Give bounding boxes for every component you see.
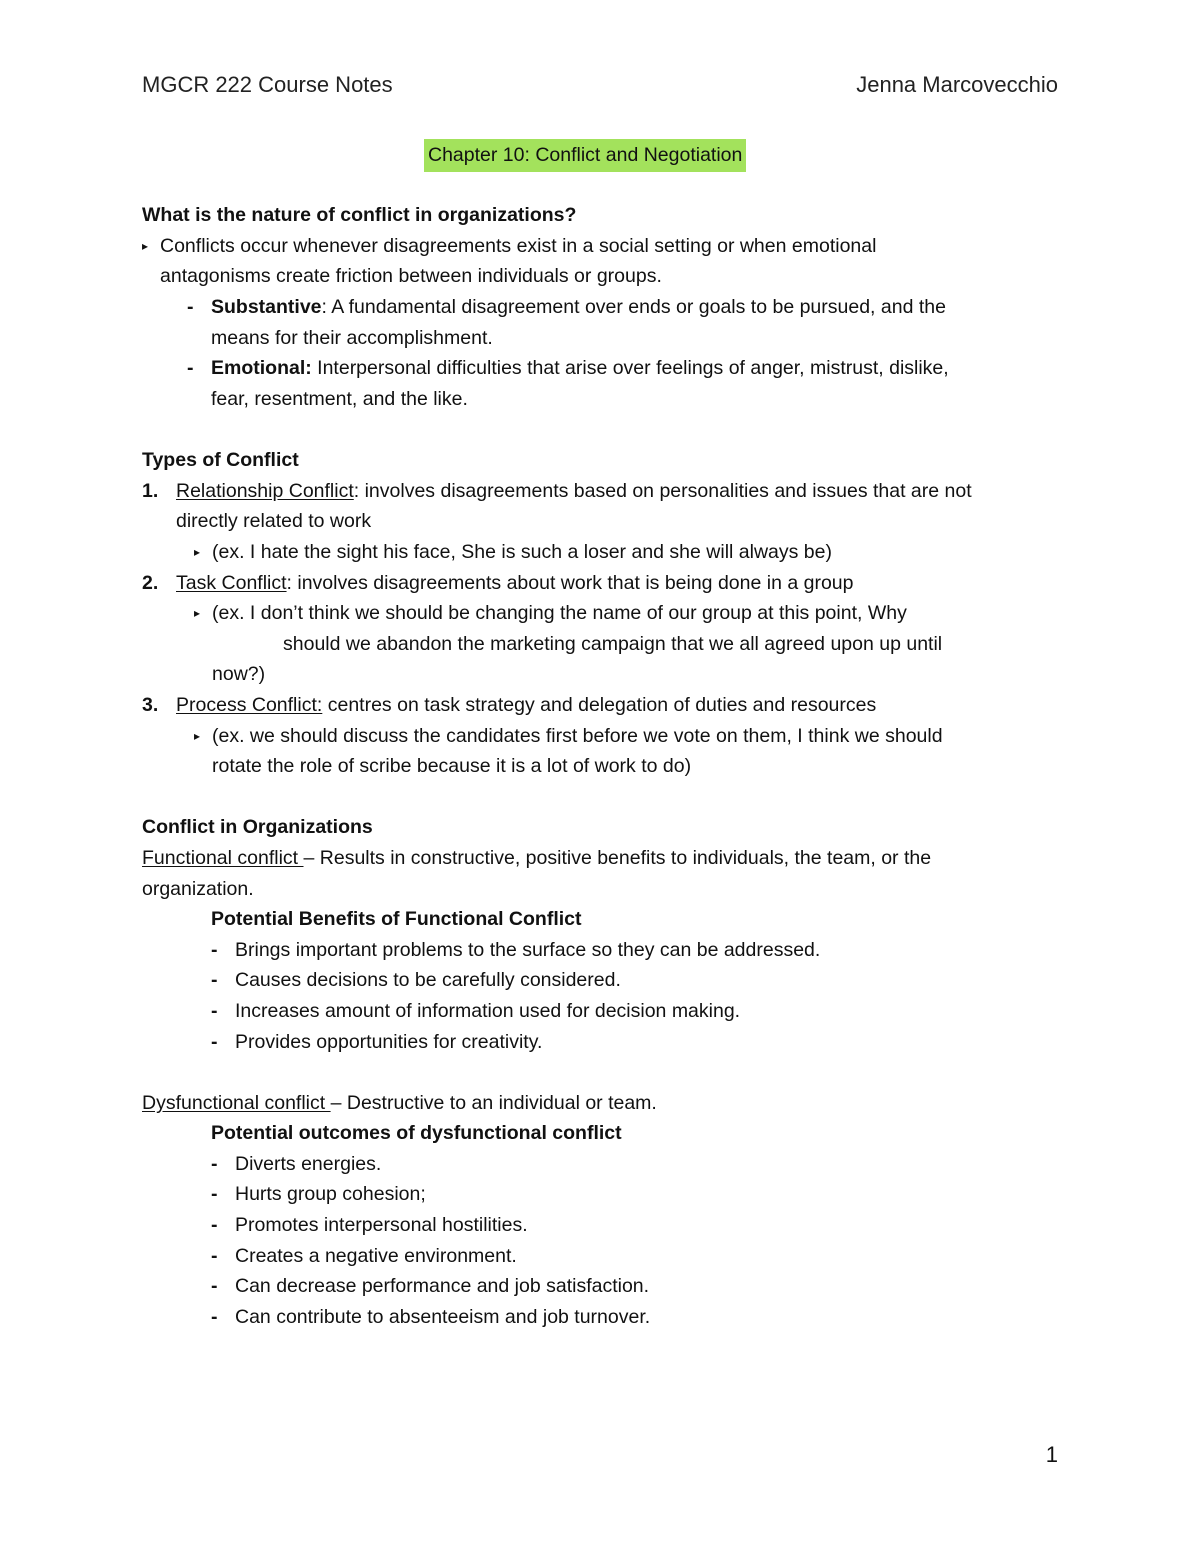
list-item: - Increases amount of information used for decision making. (211, 996, 740, 1027)
list-item: - Promotes interpersonal hostilities. (211, 1210, 528, 1241)
substantive-desc-2: means for their accomplishment. (211, 327, 493, 349)
type-example-text-2: rotate the role of scribe because it is a lot of work to do) (212, 755, 692, 777)
list-number: 2. (142, 572, 159, 594)
list-item: - Brings important problems to the surface so they can be addressed. (211, 935, 820, 966)
dysfunctional-desc: – Destructive to an individual or team. (330, 1092, 657, 1114)
list-item: - Diverts energies. (211, 1149, 381, 1180)
type-desc-1: : involves disagreements about work that is being done in a group (286, 572, 854, 594)
dash-icon: - (211, 1000, 218, 1022)
chapter-title: Chapter 10: Conflict and Negotiation (424, 139, 746, 172)
org-heading: Conflict in Organizations (142, 816, 373, 838)
header-author: Jenna Marcovecchio (856, 72, 1058, 97)
emotional-desc-1: Interpersonal difficulties that arise over feelings of anger, mistrust, dislike, (311, 357, 949, 379)
list-item: - Causes decisions to be carefully considered. (211, 965, 621, 996)
type-term: Relationship Conflict (176, 480, 354, 502)
list-number: 1. (142, 480, 159, 502)
list-number: 3. (142, 694, 159, 716)
type-example (194, 598, 907, 629)
page-number: 1 (1045, 1442, 1058, 1467)
dysfunctional-line (142, 1088, 657, 1119)
type-term: Process Conflict: (176, 694, 323, 716)
substantive-item (187, 292, 946, 323)
dash-icon: - (211, 1306, 218, 1328)
dash-icon: - (211, 1245, 218, 1267)
type-item-process (142, 690, 876, 721)
dash-icon: - (187, 296, 194, 318)
dash-icon: - (211, 939, 218, 961)
emotional-item (187, 353, 949, 384)
type-item-task (142, 568, 853, 599)
outcomes-heading: Potential outcomes of dysfunctional conflict (211, 1122, 622, 1144)
dash-icon: - (211, 1153, 218, 1175)
benefits-heading: Potential Benefits of Functional Conflict (211, 908, 582, 930)
header-course: MGCR 222 Course Notes (142, 72, 393, 97)
functional-desc-2: organization. (142, 878, 254, 900)
type-example (194, 721, 943, 752)
dash-icon: - (211, 969, 218, 991)
type-example-text: (ex. I hate the sight his face, She is such a loser and she will always be) (212, 541, 832, 563)
type-example-text-2: should we abandon the marketing campaign that we all agreed upon up until (283, 633, 943, 655)
emotional-term: Emotional: (211, 357, 312, 379)
list-item: - Can decrease performance and job satisfaction. (211, 1271, 649, 1302)
type-example-text: (ex. we should discuss the candidates first before we vote on them, I think we should (212, 725, 943, 747)
type-item-relationship (142, 476, 972, 507)
functional-desc-1: – Results in constructive, positive benefits to individuals, the team, or the (303, 847, 932, 869)
type-desc-2: directly related to work (176, 510, 372, 532)
dysfunctional-term: Dysfunctional conflict (142, 1092, 331, 1114)
bullet-icon: ▸ (194, 729, 201, 743)
type-example-text: (ex. I don’t think we should be changing the name of our group at this point, Why (212, 602, 907, 624)
dash-icon: - (211, 1275, 218, 1297)
substantive-term: Substantive (211, 296, 322, 318)
bullet-icon: ▸ (194, 606, 201, 620)
dash-icon: - (211, 1214, 218, 1236)
functional-line (142, 843, 931, 874)
nature-heading: What is the nature of conflict in organizations? (142, 204, 577, 226)
type-desc-1: centres on task strategy and delegation of duties and resources (322, 694, 877, 716)
substantive-desc-1: : A fundamental disagreement over ends or goals to be pursued, and the (321, 296, 946, 318)
list-item: - Can contribute to absenteeism and job turnover. (211, 1302, 650, 1333)
bullet-icon: ▸ (142, 239, 149, 253)
functional-term: Functional conflict (142, 847, 304, 869)
dash-icon: - (211, 1031, 218, 1053)
list-item: - Creates a negative environment. (211, 1241, 517, 1272)
type-example (194, 537, 832, 568)
dash-icon: - (187, 357, 194, 379)
type-desc-1: : involves disagreements based on personalities and issues that are not (353, 480, 972, 502)
dash-icon: - (211, 1183, 218, 1205)
nature-bullet (142, 231, 876, 262)
types-heading: Types of Conflict (142, 449, 299, 471)
list-item: - Hurts group cohesion; (211, 1179, 426, 1210)
nature-bullet-text-1: Conflicts occur whenever disagreements exist in a social setting or when emotional (160, 235, 877, 257)
type-term: Task Conflict (176, 572, 287, 594)
list-item: - Provides opportunities for creativity. (211, 1027, 542, 1058)
emotional-desc-2: fear, resentment, and the like. (211, 388, 468, 410)
bullet-icon: ▸ (194, 545, 201, 559)
type-example-text-3: now?) (212, 663, 266, 685)
nature-bullet-text-2: antagonisms create friction between individuals or groups. (160, 265, 662, 287)
